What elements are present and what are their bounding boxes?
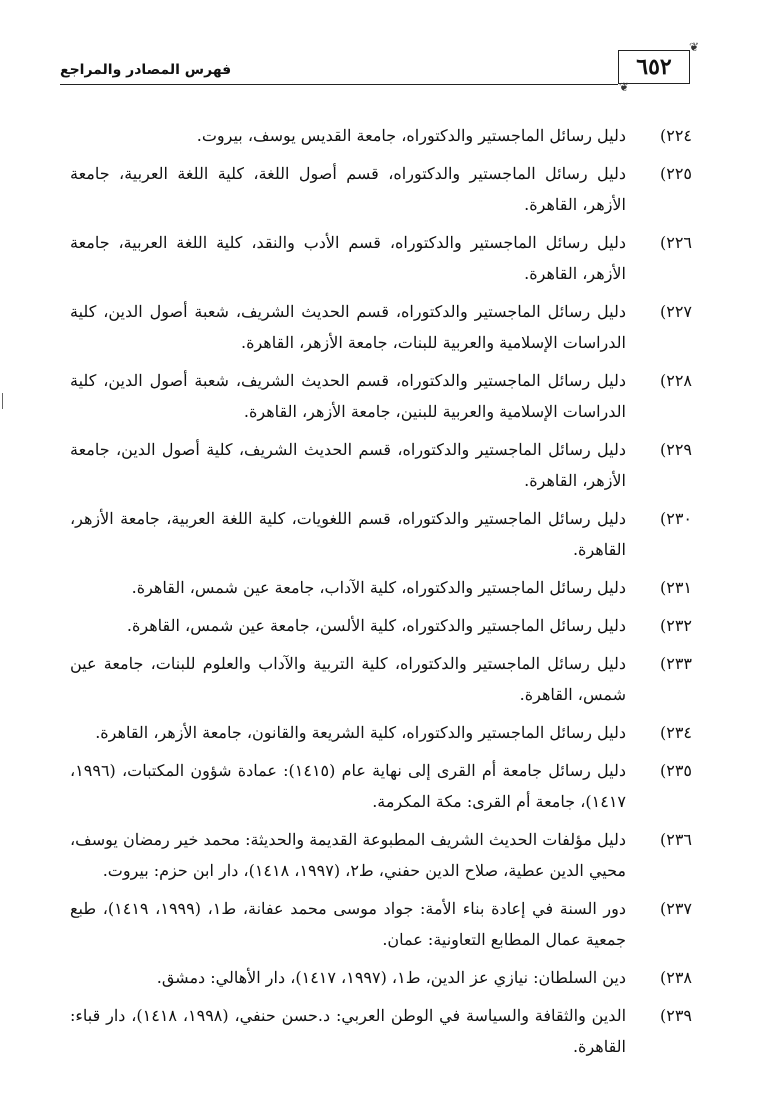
entry-text: دليل رسائل الماجستير والدكتوراه، كلية الآداب، جامعة عين شمس، القاهرة. bbox=[131, 578, 626, 597]
reference-list bbox=[70, 120, 692, 1069]
header-rule bbox=[60, 84, 618, 85]
page-number: ٦٥٢ bbox=[636, 54, 672, 80]
entry-number: (٢٣٦ bbox=[659, 830, 692, 849]
reference-entry bbox=[70, 962, 692, 993]
entry-number: (٢٢٨ bbox=[659, 371, 692, 390]
entry-number: (٢٣٠ bbox=[659, 509, 692, 528]
entry-text: دليل رسائل الماجستير والدكتوراه، قسم أصول اللغة، كلية اللغة العربية، جامعة الأزهر، القاهرة. bbox=[70, 164, 626, 214]
entry-text: دين السلطان: نيازي عز الدين، ط١، (١٩٩٧، ١٤١٧)، دار الأهالي: دمشق. bbox=[156, 968, 626, 987]
entry-number: (٢٢٦ bbox=[659, 233, 692, 252]
entry-text: دليل مؤلفات الحديث الشريف المطبوعة القديمة والحديثة: محمد خير رمضان يوسف، محيي الدين عطية، صلاح الدين حفني، ط٢، (١٩٩٧، ١٤١٨)، دار ابن حزم: بيروت. bbox=[70, 830, 626, 880]
reference-entry bbox=[70, 1000, 692, 1062]
reference-entry bbox=[70, 610, 692, 641]
reference-entry bbox=[70, 824, 692, 886]
ornament-icon: ❦ bbox=[688, 40, 700, 54]
entry-text: دليل رسائل جامعة أم القرى إلى نهاية عام (١٤١٥): عمادة شؤون المكتبات، (١٩٩٦، ١٤١٧)، جامعة أم القرى: مكة المكرمة. bbox=[70, 761, 627, 811]
reference-entry bbox=[70, 717, 692, 748]
reference-entry bbox=[70, 755, 692, 817]
page-number-box bbox=[618, 50, 690, 84]
entry-text: دليل رسائل الماجستير والدكتوراه، جامعة القديس يوسف، بيروت. bbox=[196, 126, 626, 145]
entry-number: (٢٣٢ bbox=[659, 616, 692, 635]
reference-entry bbox=[70, 120, 692, 151]
entry-text: دليل رسائل الماجستير والدكتوراه، قسم الحديث الشريف، شعبة أصول الدين، كلية الدراسات الإسلامية والعربية للبنات، جامعة الأزهر، القاهرة. bbox=[70, 302, 626, 352]
entry-number: (٢٢٥ bbox=[659, 164, 692, 183]
entry-number: (٢٣٥ bbox=[659, 761, 692, 780]
running-title: فهرس المصادر والمراجع bbox=[60, 62, 232, 78]
entry-text: دليل رسائل الماجستير والدكتوراه، قسم اللغويات، كلية اللغة العربية، جامعة الأزهر، القاهرة. bbox=[70, 509, 626, 559]
entry-number: (٢٣٣ bbox=[659, 654, 692, 673]
entry-text: دور السنة في إعادة بناء الأمة: جواد موسى محمد عفانة، ط١، (١٩٩٩، ١٤١٩)، طبع جمعية عمال المطابع التعاونية: عمان. bbox=[70, 899, 626, 949]
ornament-icon: ❦ bbox=[618, 80, 630, 94]
entry-text: دليل رسائل الماجستير والدكتوراه، كلية الألسن، جامعة عين شمس، القاهرة. bbox=[126, 616, 626, 635]
reference-entry bbox=[70, 434, 692, 496]
entry-text: دليل رسائل الماجستير والدكتوراه، قسم الحديث الشريف، شعبة أصول الدين، كلية الدراسات الإسلامية والعربية للبنين، جامعة الأزهر، القاهرة. bbox=[70, 371, 626, 421]
entry-number: (٢٢٧ bbox=[659, 302, 692, 321]
reference-entry bbox=[70, 296, 692, 358]
entry-number: (٢٣٩ bbox=[659, 1006, 692, 1025]
entry-number: (٢٢٩ bbox=[659, 440, 692, 459]
entry-text: دليل رسائل الماجستير والدكتوراه، كلية الشريعة والقانون، جامعة الأزهر، القاهرة. bbox=[95, 723, 626, 742]
entry-number: (٢٣٧ bbox=[659, 899, 692, 918]
entry-text: دليل رسائل الماجستير والدكتوراه، قسم الحديث الشريف، كلية أصول الدين، جامعة الأزهر، القاهرة. bbox=[70, 440, 626, 490]
reference-entry bbox=[70, 648, 692, 710]
margin-mark bbox=[2, 393, 7, 409]
entry-text: الدين والثقافة والسياسة في الوطن العربي: د.حسن حنفي، (١٩٩٨، ١٤١٨)، دار قباء: القاهرة. bbox=[70, 1006, 627, 1056]
reference-entry bbox=[70, 503, 692, 565]
entry-number: (٢٣٤ bbox=[659, 723, 692, 742]
reference-entry bbox=[70, 572, 692, 603]
page-header bbox=[60, 40, 700, 94]
entry-text: دليل رسائل الماجستير والدكتوراه، كلية التربية والآداب والعلوم للبنات، جامعة عين شمس، القاهرة. bbox=[70, 654, 626, 704]
reference-entry bbox=[70, 158, 692, 220]
entry-number: (٢٣٨ bbox=[659, 968, 692, 987]
entry-text: دليل رسائل الماجستير والدكتوراه، قسم الأدب والنقد، كلية اللغة العربية، جامعة الأزهر، القاهرة. bbox=[70, 233, 626, 283]
entry-number: (٢٣١ bbox=[659, 578, 692, 597]
reference-entry bbox=[70, 893, 692, 955]
reference-entry bbox=[70, 227, 692, 289]
entry-number: (٢٢٤ bbox=[659, 126, 692, 145]
reference-entry bbox=[70, 365, 692, 427]
